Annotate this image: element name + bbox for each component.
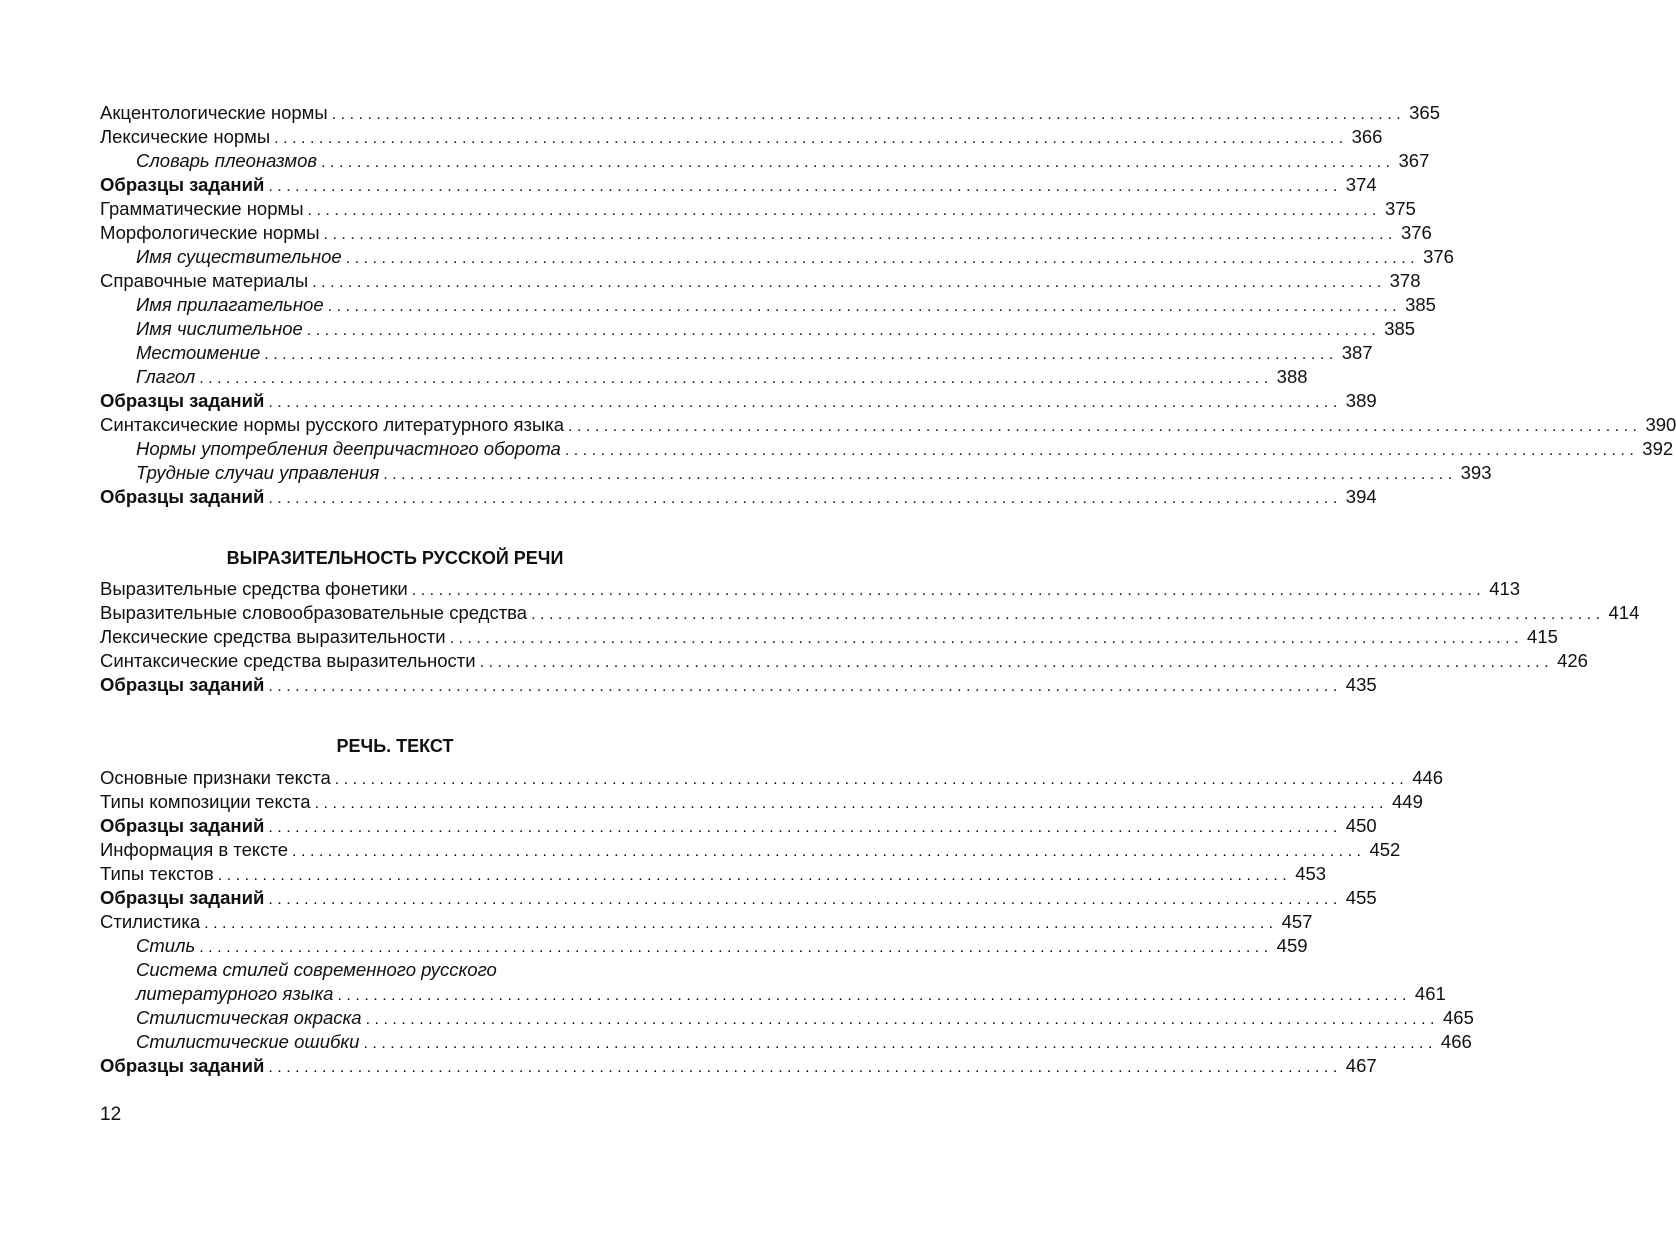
toc-entry: Лексические средства выразительности ........................................................................................................................ 415 [100,626,1558,647]
toc-entry: Имя существительное ........................................................................................................................ 376 [136,246,1454,267]
toc-entry: Образцы заданий ........................................................................................................................ 374 [100,174,1377,195]
page-number: 12 [100,1104,122,1125]
toc-entry: Выразительные средства фонетики ........................................................................................................................ 413 [100,578,1521,599]
toc-entry: Словарь плеоназмов ........................................................................................................................ 367 [136,150,1430,171]
toc-entry: Имя прилагательное ........................................................................................................................ 385 [136,294,1436,315]
toc-entry: Образцы заданий ........................................................................................................................ 394 [100,486,1377,507]
toc-entry: Выразительные словообразовательные средства ........................................................................................................................ 414 [100,602,1640,623]
toc-entry: Местоимение ........................................................................................................................ 387 [136,342,1373,363]
toc-entry: Грамматические нормы ........................................................................................................................ 375 [100,198,1416,219]
toc-entry: Трудные случаи управления ........................................................................................................................ 393 [136,462,1492,483]
toc-entry: Морфологические нормы ........................................................................................................................ 376 [100,222,1432,243]
toc-entry: Стилистическая окраска ........................................................................................................................ 465 [136,1007,1474,1028]
toc-entry: Образцы заданий ........................................................................................................................ 389 [100,390,1377,411]
toc-entry: Стиль ........................................................................................................................ 459 [136,935,1308,956]
toc-entry: Образцы заданий ........................................................................................................................ 435 [100,674,1377,695]
toc-entry: Стилистические ошибки ........................................................................................................................ 466 [136,1031,1472,1052]
toc-entry: Типы композиции текста ........................................................................................................................ 449 [100,791,1423,812]
toc-entry: Информация в тексте ........................................................................................................................ 452 [100,839,1401,860]
toc-entry: Глагол ........................................................................................................................ 388 [136,366,1308,387]
toc-top-list [100,101,1676,509]
toc-text-list [100,766,1474,1078]
toc-entry: Синтаксические средства выразительности ........................................................................................................................ 426 [100,650,1588,671]
toc-entry: Стилистика ........................................................................................................................ 457 [100,911,1313,932]
toc-entry: Акцентологические нормы ........................................................................................................................ 365 [100,102,1441,123]
toc-entry: Справочные материалы ........................................................................................................................ 378 [100,270,1421,291]
toc-entry-continued: Система стилей современного русского [136,959,497,980]
toc-entry: Имя числительное ........................................................................................................................ 385 [136,318,1416,339]
toc-entry: Типы текстов ........................................................................................................................ 453 [100,863,1327,884]
section-heading: РЕЧЬ. ТЕКСТ [336,736,454,756]
toc-entry: литературного языка ........................................................................................................................ 461 [136,983,1446,1004]
toc-entry: Лексические нормы ........................................................................................................................ 366 [100,126,1383,147]
toc-entry: Основные признаки текста ........................................................................................................................ 446 [100,767,1444,788]
toc-entry: Синтаксические нормы русского литературного языка ........................................................................................................................ 390 [100,414,1676,435]
toc-expressiveness-list [100,577,1640,697]
toc-entry: Образцы заданий ........................................................................................................................ 455 [100,887,1377,908]
toc-entry: Образцы заданий ........................................................................................................................ 450 [100,815,1377,836]
toc-entry: Нормы употребления деепричастного оборота ........................................................................................................................ 392 [136,438,1674,459]
section-heading: ВЫРАЗИТЕЛЬНОСТЬ РУССКОЙ РЕЧИ [226,548,564,568]
toc-entry: Образцы заданий ........................................................................................................................ 467 [100,1055,1377,1076]
